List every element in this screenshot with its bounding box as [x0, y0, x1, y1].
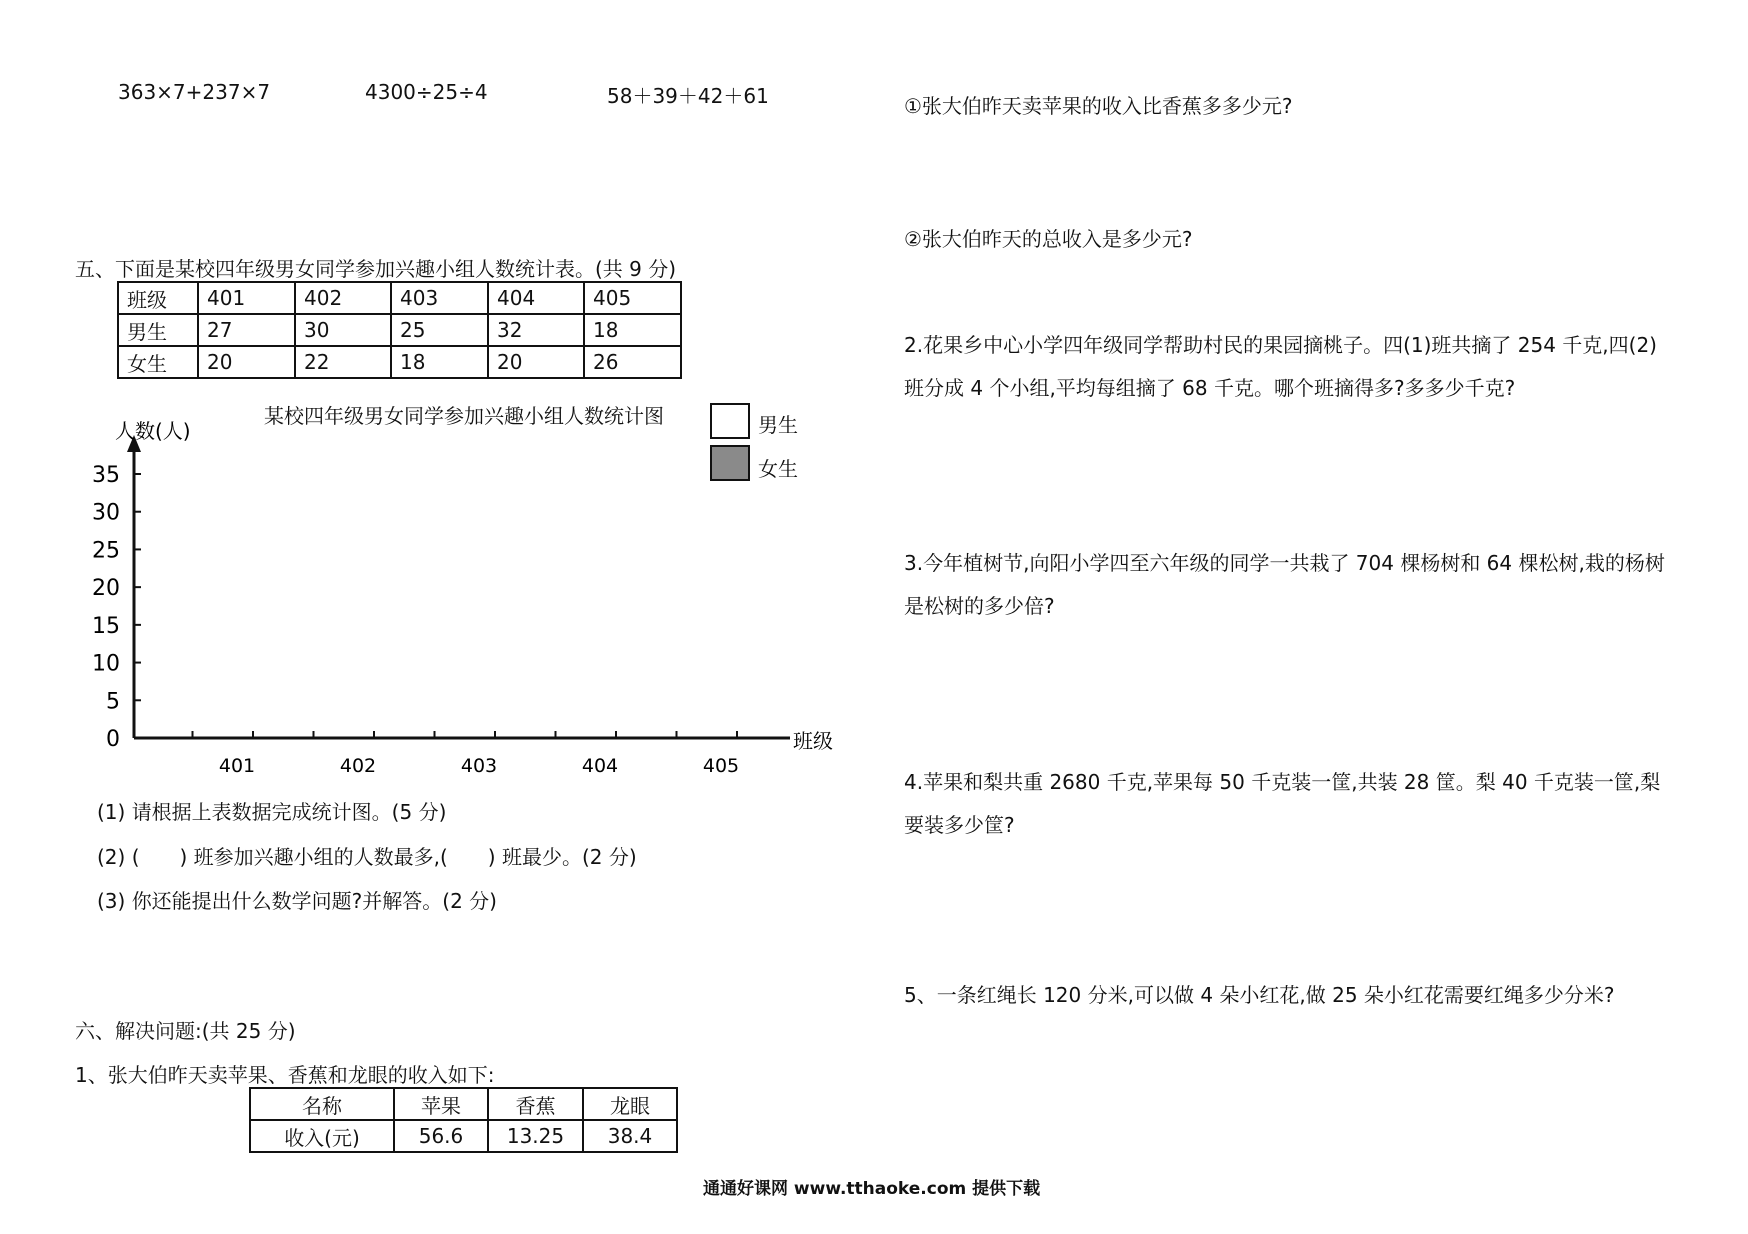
table-cell: 27	[198, 314, 295, 346]
table-cell: 25	[391, 314, 488, 346]
income-table	[249, 1087, 678, 1153]
y-tick-label: 5	[106, 689, 120, 715]
chart-axes	[92, 435, 790, 777]
legend-label-girls: 女生	[758, 457, 798, 481]
y-tick-label: 25	[92, 538, 120, 564]
x-tick-label: 401	[218, 755, 256, 777]
table-cell: 404	[488, 282, 584, 314]
table-cell: 13.25	[488, 1120, 583, 1152]
question-5: 5、一条红绳长 120 分米,可以做 4 朵小红花,做 25 朵小红花需要红绳多少分米?	[904, 983, 1615, 1007]
table-cell: 香蕉	[488, 1088, 583, 1120]
footer-credit: 通通好课网 www.tthaoke.com 提供下载	[703, 1179, 1041, 1199]
table-row	[250, 1120, 677, 1152]
legend-label-boys: 男生	[758, 413, 798, 437]
table-cell: 22	[295, 346, 391, 378]
table-cell: 收入(元)	[250, 1120, 394, 1152]
question-3: 3.今年植树节,向阳小学四至六年级的同学一共栽了 704 棵杨树和 64 棵松树,栽的杨树是松树的多少倍?	[904, 551, 1665, 618]
table-cell: 苹果	[394, 1088, 488, 1120]
table-row	[250, 1088, 677, 1120]
table-cell: 56.6	[394, 1120, 488, 1152]
y-tick-label: 15	[92, 613, 120, 639]
section5-q2: (2) ( ) 班参加兴趣小组的人数最多,( ) 班最少。(2 分)	[97, 845, 637, 869]
table-cell: 405	[584, 282, 681, 314]
y-tick-label: 20	[92, 576, 120, 602]
calc-item-2: 4300÷25÷4	[365, 80, 488, 104]
table-cell: 男生	[118, 314, 198, 346]
table-cell: 18	[584, 314, 681, 346]
section5-q1: (1) 请根据上表数据完成统计图。(5 分)	[97, 800, 447, 824]
question-2: 2.花果乡中心小学四年级同学帮助村民的果园摘桃子。四(1)班共摘了 254 千克,四(2)班分成 4 个小组,平均每组摘了 68 千克。哪个班摘得多?多多少千克?	[904, 333, 1657, 400]
table-cell: 30	[295, 314, 391, 346]
x-tick-label: 404	[581, 755, 619, 777]
question-1b: ②张大伯昨天的总收入是多少元?	[904, 227, 1193, 251]
table-cell: 龙眼	[583, 1088, 677, 1120]
y-tick-label: 30	[92, 500, 120, 526]
table-cell: 18	[391, 346, 488, 378]
section5-heading: 五、下面是某校四年级男女同学参加兴趣小组人数统计表。(共 9 分)	[75, 257, 677, 281]
y-tick-label: 0	[106, 727, 120, 752]
x-tick-label: 403	[460, 755, 498, 777]
calc-item-3: 58＋39＋42＋61	[607, 84, 769, 108]
table-cell: 26	[584, 346, 681, 378]
x-tick-label: 402	[339, 755, 377, 777]
table-cell: 401	[198, 282, 295, 314]
table-cell: 班级	[118, 282, 198, 314]
x-axis-label: 班级	[793, 729, 833, 753]
table-cell: 女生	[118, 346, 198, 378]
section6-heading: 六、解决问题:(共 25 分)	[75, 1019, 296, 1043]
section6-problem1: 1、张大伯昨天卖苹果、香蕉和龙眼的收入如下:	[75, 1063, 495, 1087]
calc-item-1: 363×7+237×7	[118, 80, 271, 104]
y-tick-label: 35	[92, 463, 120, 488]
table-cell: 名称	[250, 1088, 394, 1120]
table-cell: 20	[488, 346, 584, 378]
table-cell: 20	[198, 346, 295, 378]
question-1a: ①张大伯昨天卖苹果的收入比香蕉多多少元?	[904, 94, 1293, 118]
y-axis-label: 人数(人)	[115, 419, 191, 443]
y-tick-label: 10	[92, 651, 120, 677]
x-tick-label: 405	[702, 755, 740, 777]
question-4: 4.苹果和梨共重 2680 千克,苹果每 50 千克装一筐,共装 28 筐。梨 40 千克装一筐,梨要装多少筐?	[904, 770, 1661, 837]
table-cell: 403	[391, 282, 488, 314]
section5-q3: (3) 你还能提出什么数学问题?并解答。(2 分)	[97, 889, 497, 913]
chart-title: 某校四年级男女同学参加兴趣小组人数统计图	[264, 404, 664, 428]
table-cell: 32	[488, 314, 584, 346]
table-cell: 402	[295, 282, 391, 314]
table-cell: 38.4	[583, 1120, 677, 1152]
